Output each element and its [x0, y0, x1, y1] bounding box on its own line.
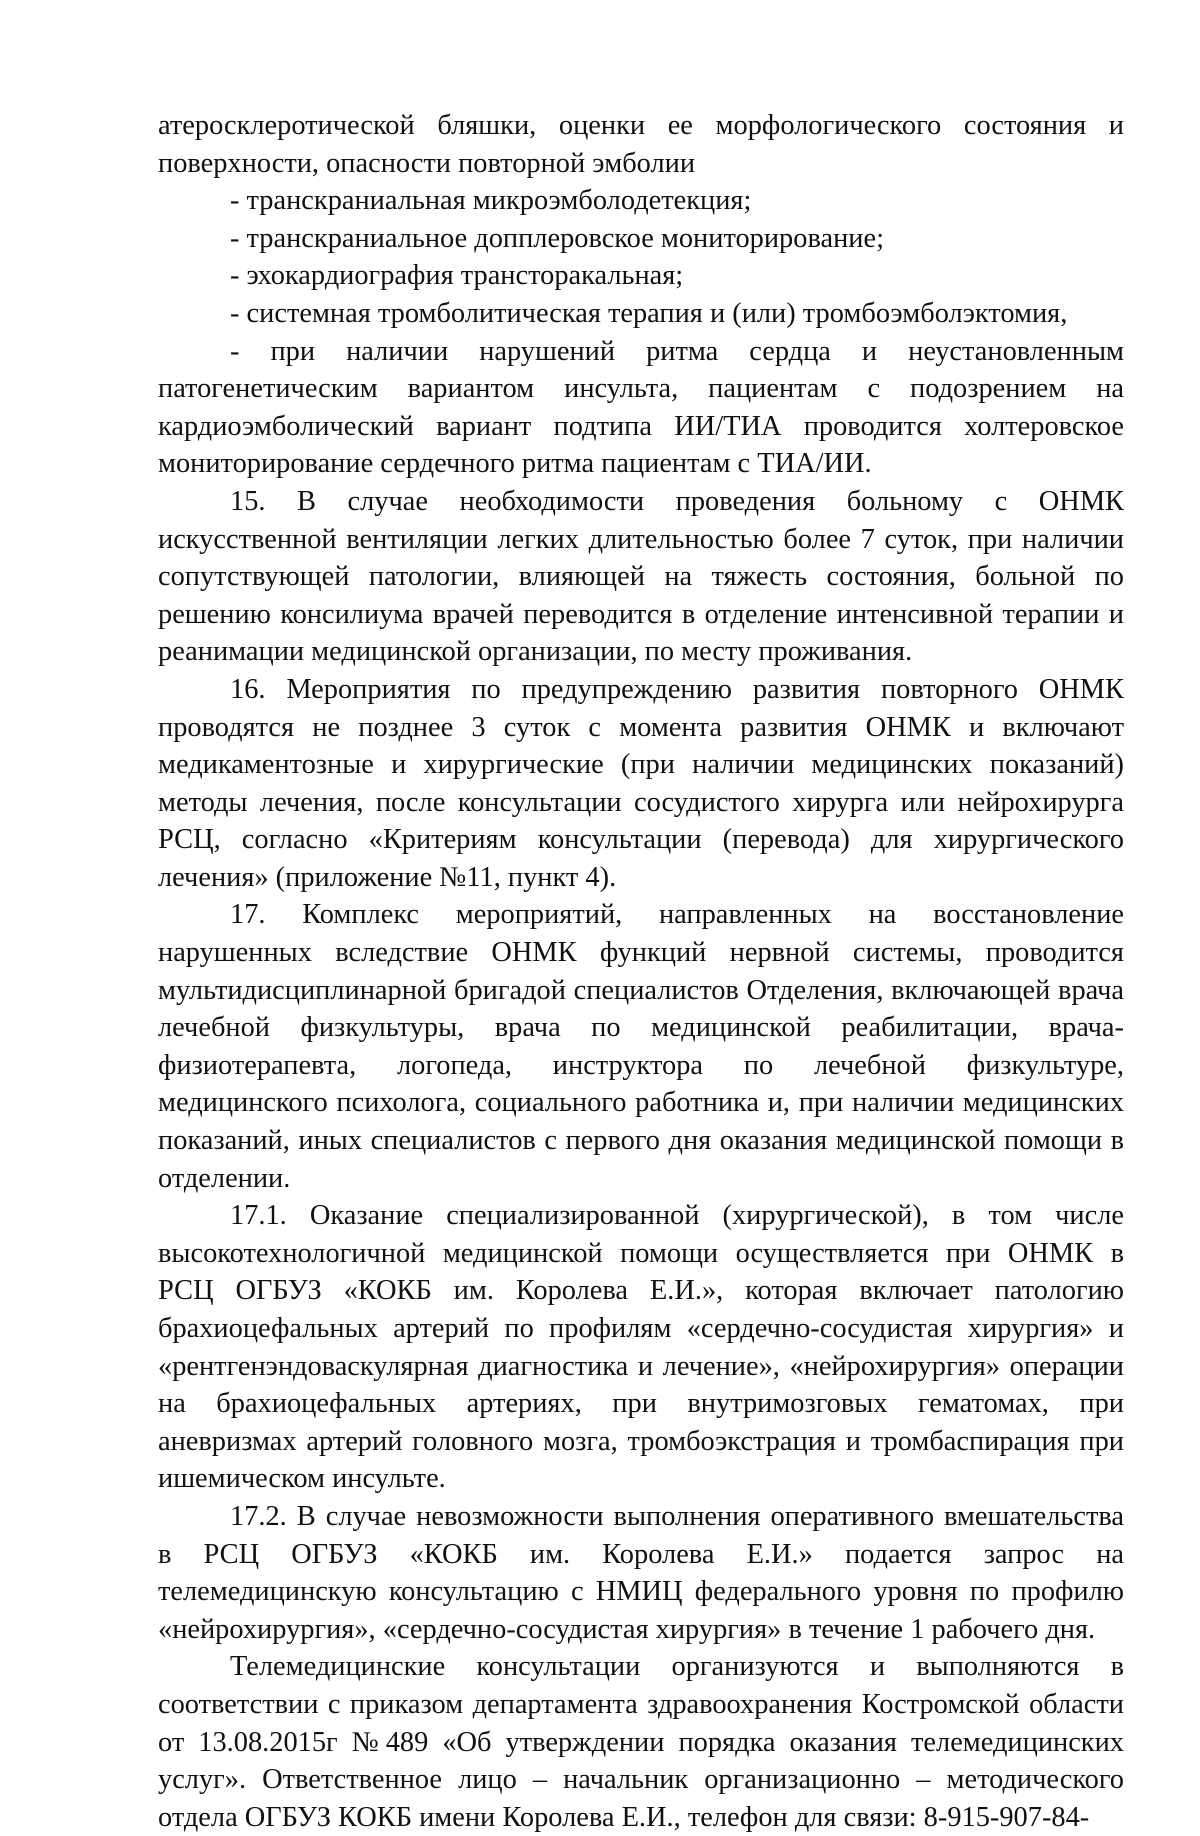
- list-item-holter-monitoring: - при наличии нарушений ритма сердца и неустановленным патогенетическим вариантом инсульта, пациентам с подозрением на кардиоэмболический вариант подтипа ИИ/ТИА проводится холтеровское мониторирование сердечного ритма пациентам с ТИА/ИИ.: [158, 335, 1124, 480]
- list-item-microembolus-detection: - транскраниальная микроэмболодетекция;: [230, 185, 752, 217]
- list-item-echocardiography: - эхокардиография трансторакальная;: [230, 260, 684, 292]
- paragraph-16: 16. Мероприятия по предупреждению развития повторного ОНМК проводятся не позднее 3 суток с момента развития ОНМК и включают медикаментозные и хирургические (при наличии медицинских показаний) методы лечения, после консультации сосудистого хирурга или нейрохирурга РСЦ, согласно «Критериям консультации (перевода) для хирургического лечения» (приложение №11, пункт 4).: [158, 673, 1124, 893]
- list-item-thrombolytic-therapy: - системная тромболитическая терапия и (или) тромбоэмболэктомия,: [230, 297, 1068, 329]
- paragraph-17-2: 17.2. В случае невозможности выполнения оперативного вмешательства в РСЦ ОГБУЗ «КОКБ им. Королева Е.И.» подается запрос на телемедицинскую консультацию с НМИЦ федерального уровня по профилю «нейрохирургия», «сердечно-сосудистая хирургия» в течение 1 рабочего дня.: [158, 1500, 1124, 1645]
- paragraph-15: 15. В случае необходимости проведения больному с ОНМК искусственной вентиляции легких длительностью более 7 суток, при наличии сопутствующей патологии, влияющей на тяжесть состояния, больной по решению консилиума врачей переводится в отделение интенсивной терапии и реанимации медицинской организации, по месту проживания.: [158, 485, 1124, 668]
- paragraph-17-1: 17.1. Оказание специализированной (хирургической), в том числе высокотехнологичной медицинской помощи осуществляется при ОНМК в РСЦ ОГБУЗ «КОКБ им. Королева Е.И.», которая включает патологию брахиоцефальных артерий по профилям «сердечно-сосудистая хирургия» и «рентгенэндоваскулярная диагностика и лечение», «нейрохирургия» операции на брахиоцефальных артериях, при внутримозговых гематомах, при аневризмах артерий головного мозга, тромбоэкстрация и тромбаспирация при ишемическом инсульте.: [158, 1200, 1124, 1495]
- paragraph-telemedicine: Телемедицинские консультации организуются и выполняются в соответствии с приказом департамента здравоохранения Костромской области от 13.08.2015г №489 «Об утверждении порядка оказания телемедицинских услуг». Ответственное лицо – начальник организационно – методического отдела ОГБУЗ КОКБ имени Королева Е.И., телефон для связи: 8-915-907-84-: [158, 1651, 1124, 1833]
- paragraph-17: 17. Комплекс мероприятий, направленных на восстановление нарушенных вследствие ОНМК функций нервной системы, проводится мультидисциплинарной бригадой специалистов Отделения, включающей врача лечебной физкультуры, врача по медицинской реабилитации, врача-физиотерапевта, логопеда, инструктора по лечебной физкультуре, медицинского психолога, социального работника и, при наличии медицинских показаний, иных специалистов с первого дня оказания медицинской помощи в отделении.: [158, 899, 1124, 1194]
- list-item-doppler-monitoring: - транскраниальное допплеровское мониторирование;: [230, 222, 884, 254]
- document-body: [158, 107, 1124, 1836]
- paragraph-plaque-assessment: атеросклеротической бляшки, оценки ее морфологического состояния и поверхности, опасности повторной эмболии: [158, 110, 1124, 179]
